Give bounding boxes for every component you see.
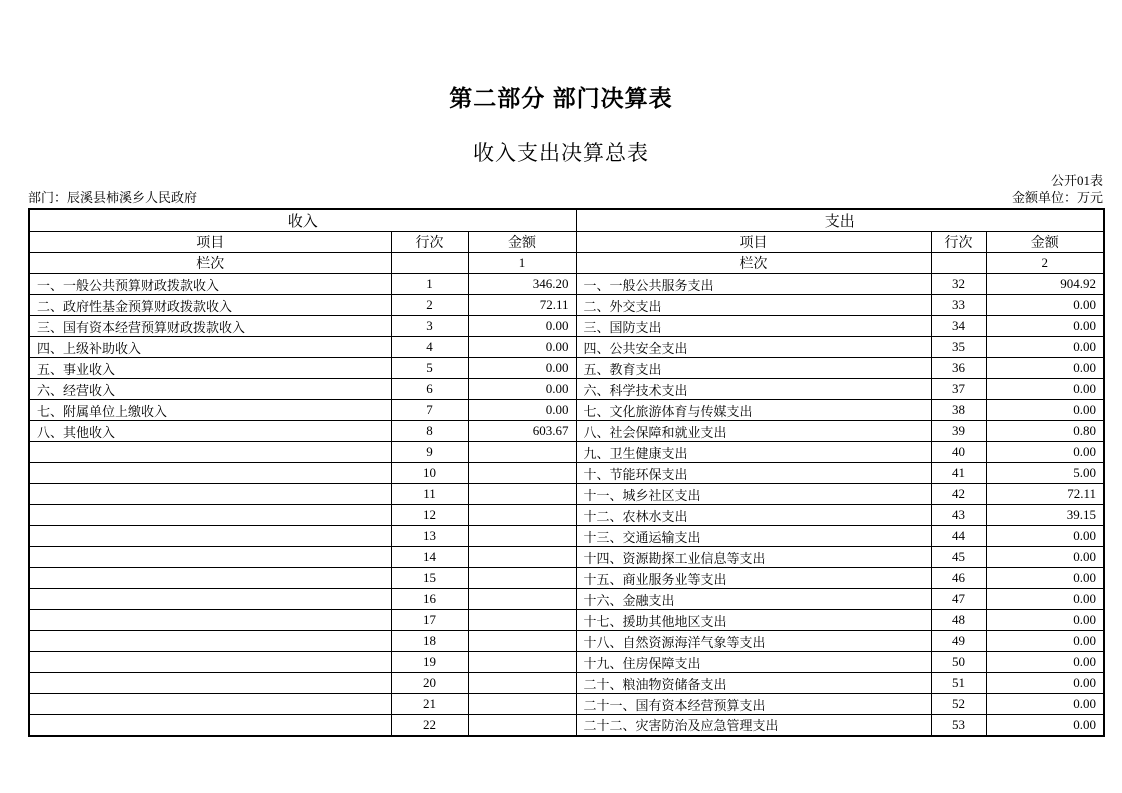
table-row — [29, 274, 1104, 295]
income-item-cell — [29, 715, 391, 736]
expense-item-cell: 二十一、国有资本经营预算支出 — [576, 694, 931, 715]
income-item-cell: 五、事业收入 — [29, 358, 391, 379]
expense-line-cell: 41 — [931, 463, 986, 484]
table-row — [29, 505, 1104, 526]
expense-item-cell: 十一、城乡社区支出 — [576, 484, 931, 505]
expense-amount-cell: 0.00 — [986, 379, 1104, 400]
table-code: 公开01表 — [1050, 173, 1103, 188]
income-expense-table — [28, 208, 1105, 737]
page-title: 第二部分 部门决算表 — [449, 85, 673, 111]
expense-amount-cell: 0.00 — [986, 316, 1104, 337]
income-item-cell — [29, 673, 391, 694]
income-amount-cell — [468, 484, 576, 505]
expense-amount-cell: 0.00 — [986, 337, 1104, 358]
income-amount-cell: 0.00 — [468, 358, 576, 379]
department-label: 部门：辰溪县柿溪乡人民政府 — [28, 190, 198, 205]
expense-index-number: 2 — [986, 253, 1104, 274]
income-line-cell: 18 — [391, 631, 468, 652]
expense-item-cell: 五、教育支出 — [576, 358, 931, 379]
expense-amount-cell: 0.00 — [986, 358, 1104, 379]
income-item-cell — [29, 505, 391, 526]
income-amount-cell: 603.67 — [468, 421, 576, 442]
income-item-cell: 七、附属单位上缴收入 — [29, 400, 391, 421]
section-header-row — [29, 209, 1104, 232]
expense-amount-cell: 0.00 — [986, 652, 1104, 673]
income-line-cell: 20 — [391, 673, 468, 694]
column-index-row — [29, 253, 1104, 274]
table-row — [29, 337, 1104, 358]
expense-amount-cell: 0.00 — [986, 715, 1104, 736]
expense-line-cell: 48 — [931, 610, 986, 631]
income-line-cell: 2 — [391, 295, 468, 316]
table-row — [29, 526, 1104, 547]
expense-item-cell: 十、节能环保支出 — [576, 463, 931, 484]
income-line-cell: 13 — [391, 526, 468, 547]
income-amount-cell — [468, 631, 576, 652]
expense-line-cell: 33 — [931, 295, 986, 316]
expense-index-label: 栏次 — [576, 253, 931, 274]
expense-amount-cell: 0.00 — [986, 568, 1104, 589]
expense-amount-cell: 0.00 — [986, 547, 1104, 568]
expense-item-cell: 二、外交支出 — [576, 295, 931, 316]
income-amount-cell — [468, 589, 576, 610]
table-title: 收入支出决算总表 — [473, 141, 649, 165]
expense-item-cell: 六、科学技术支出 — [576, 379, 931, 400]
expense-item-cell: 八、社会保障和就业支出 — [576, 421, 931, 442]
income-line-cell: 11 — [391, 484, 468, 505]
income-item-cell: 四、上级补助收入 — [29, 337, 391, 358]
expense-item-cell: 二十二、灾害防治及应急管理支出 — [576, 715, 931, 736]
income-amount-cell — [468, 463, 576, 484]
income-line-cell: 6 — [391, 379, 468, 400]
expense-amount-cell: 72.11 — [986, 484, 1104, 505]
income-line-cell: 22 — [391, 715, 468, 736]
income-amount-cell — [468, 547, 576, 568]
income-amount-cell — [468, 505, 576, 526]
expense-line-cell: 46 — [931, 568, 986, 589]
table-row — [29, 316, 1104, 337]
expense-item-cell: 十六、金融支出 — [576, 589, 931, 610]
income-item-cell — [29, 526, 391, 547]
expense-amount-cell: 0.80 — [986, 421, 1104, 442]
table-row — [29, 358, 1104, 379]
income-line-cell: 9 — [391, 442, 468, 463]
income-line-header: 行次 — [391, 232, 468, 253]
income-amount-cell — [468, 610, 576, 631]
expense-item-cell: 四、公共安全支出 — [576, 337, 931, 358]
expense-line-cell: 42 — [931, 484, 986, 505]
expense-item-cell: 十三、交通运输支出 — [576, 526, 931, 547]
income-line-cell: 5 — [391, 358, 468, 379]
table-row — [29, 547, 1104, 568]
income-item-cell — [29, 484, 391, 505]
income-item-cell — [29, 652, 391, 673]
income-item-cell: 三、国有资本经营预算财政拨款收入 — [29, 316, 391, 337]
income-amount-cell — [468, 652, 576, 673]
income-item-cell — [29, 463, 391, 484]
income-item-cell: 二、政府性基金预算财政拨款收入 — [29, 295, 391, 316]
table-row — [29, 568, 1104, 589]
income-item-cell — [29, 547, 391, 568]
expense-item-cell: 二十、粮油物资储备支出 — [576, 673, 931, 694]
income-line-cell: 3 — [391, 316, 468, 337]
income-amount-cell: 72.11 — [468, 295, 576, 316]
table-meta — [28, 173, 1103, 206]
table-row — [29, 421, 1104, 442]
income-index-blank — [391, 253, 468, 274]
expense-line-cell: 44 — [931, 526, 986, 547]
expense-item-cell: 一、一般公共服务支出 — [576, 274, 931, 295]
expense-index-blank — [931, 253, 986, 274]
expense-item-cell: 三、国防支出 — [576, 316, 931, 337]
income-item-cell — [29, 610, 391, 631]
income-index-number: 1 — [468, 253, 576, 274]
expense-amount-cell: 0.00 — [986, 295, 1104, 316]
expense-item-cell: 十九、住房保障支出 — [576, 652, 931, 673]
table-row — [29, 694, 1104, 715]
income-section-header: 收入 — [29, 209, 576, 232]
expense-amount-cell: 39.15 — [986, 505, 1104, 526]
expense-line-cell: 32 — [931, 274, 986, 295]
expense-amount-cell: 0.00 — [986, 631, 1104, 652]
income-item-header: 项目 — [29, 232, 391, 253]
expense-line-cell: 39 — [931, 421, 986, 442]
expense-item-cell: 十八、自然资源海洋气象等支出 — [576, 631, 931, 652]
table-row — [29, 379, 1104, 400]
table-row — [29, 610, 1104, 631]
expense-amount-cell: 904.92 — [986, 274, 1104, 295]
expense-amount-cell: 0.00 — [986, 610, 1104, 631]
income-item-cell: 八、其他收入 — [29, 421, 391, 442]
income-index-label: 栏次 — [29, 253, 391, 274]
expense-line-cell: 49 — [931, 631, 986, 652]
table-row — [29, 463, 1104, 484]
income-amount-cell: 0.00 — [468, 337, 576, 358]
expense-amount-cell: 0.00 — [986, 400, 1104, 421]
expense-line-cell: 43 — [931, 505, 986, 526]
income-amount-cell — [468, 526, 576, 547]
expense-line-cell: 47 — [931, 589, 986, 610]
expense-item-cell: 十五、商业服务业等支出 — [576, 568, 931, 589]
income-item-cell — [29, 568, 391, 589]
income-amount-cell: 0.00 — [468, 316, 576, 337]
expense-item-header: 项目 — [576, 232, 931, 253]
expense-section-header: 支出 — [576, 209, 1104, 232]
expense-line-cell: 34 — [931, 316, 986, 337]
expense-amount-cell: 0.00 — [986, 526, 1104, 547]
income-line-cell: 12 — [391, 505, 468, 526]
income-amount-cell: 346.20 — [468, 274, 576, 295]
income-amount-header: 金额 — [468, 232, 576, 253]
expense-line-cell: 35 — [931, 337, 986, 358]
income-amount-cell — [468, 715, 576, 736]
income-amount-cell — [468, 694, 576, 715]
expense-amount-cell: 0.00 — [986, 589, 1104, 610]
expense-line-cell: 36 — [931, 358, 986, 379]
expense-item-cell: 十七、援助其他地区支出 — [576, 610, 931, 631]
income-line-cell: 7 — [391, 400, 468, 421]
expense-line-cell: 40 — [931, 442, 986, 463]
table-row — [29, 652, 1104, 673]
table-row — [29, 673, 1104, 694]
expense-line-cell: 52 — [931, 694, 986, 715]
expense-item-cell: 十四、资源勘探工业信息等支出 — [576, 547, 931, 568]
income-amount-cell — [468, 442, 576, 463]
income-line-cell: 1 — [391, 274, 468, 295]
expense-line-cell: 51 — [931, 673, 986, 694]
table-row — [29, 442, 1104, 463]
table-row — [29, 484, 1104, 505]
income-item-cell — [29, 694, 391, 715]
income-amount-cell: 0.00 — [468, 379, 576, 400]
expense-amount-cell: 5.00 — [986, 463, 1104, 484]
income-item-cell: 六、经营收入 — [29, 379, 391, 400]
expense-line-cell: 38 — [931, 400, 986, 421]
income-line-cell: 8 — [391, 421, 468, 442]
expense-amount-header: 金额 — [986, 232, 1104, 253]
income-amount-cell: 0.00 — [468, 400, 576, 421]
table-row — [29, 295, 1104, 316]
expense-amount-cell: 0.00 — [986, 442, 1104, 463]
income-line-cell: 16 — [391, 589, 468, 610]
expense-amount-cell: 0.00 — [986, 694, 1104, 715]
income-item-cell — [29, 589, 391, 610]
column-header-row — [29, 232, 1104, 253]
table-row — [29, 589, 1104, 610]
expense-amount-cell: 0.00 — [986, 673, 1104, 694]
table-row — [29, 715, 1104, 736]
income-line-cell: 17 — [391, 610, 468, 631]
unit-label: 金额单位：万元 — [1011, 190, 1103, 205]
expense-item-cell: 九、卫生健康支出 — [576, 442, 931, 463]
income-amount-cell — [468, 568, 576, 589]
expense-line-cell: 45 — [931, 547, 986, 568]
income-line-cell: 19 — [391, 652, 468, 673]
income-item-cell — [29, 631, 391, 652]
income-amount-cell — [468, 673, 576, 694]
income-line-cell: 15 — [391, 568, 468, 589]
expense-line-cell: 53 — [931, 715, 986, 736]
expense-line-cell: 50 — [931, 652, 986, 673]
table-row — [29, 400, 1104, 421]
table-row — [29, 631, 1104, 652]
table-body — [29, 274, 1104, 736]
income-line-cell: 10 — [391, 463, 468, 484]
expense-item-cell: 七、文化旅游体育与传媒支出 — [576, 400, 931, 421]
income-line-cell: 14 — [391, 547, 468, 568]
income-line-cell: 21 — [391, 694, 468, 715]
expense-line-cell: 37 — [931, 379, 986, 400]
income-item-cell: 一、一般公共预算财政拨款收入 — [29, 274, 391, 295]
income-line-cell: 4 — [391, 337, 468, 358]
expense-item-cell: 十二、农林水支出 — [576, 505, 931, 526]
expense-line-header: 行次 — [931, 232, 986, 253]
income-item-cell — [29, 442, 391, 463]
